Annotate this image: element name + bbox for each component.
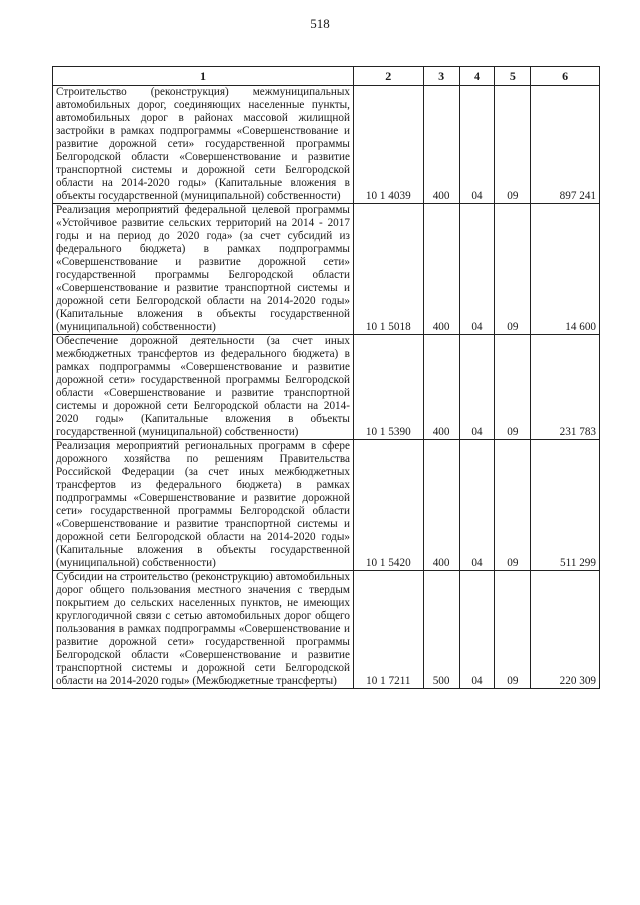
row-name: Реализация мероприятий региональных программ в сфере дорожного хозяйства по решениям Правительства Российской Федерации (за счет иных межбюджетных трансфертов из федерального бюджета) в рамках подпрограммы «Совершенствование и развитие дорожной сети» государственной программы Белгородской области «Совершенствование и развитие транспортной системы и дорожной сети Белгородской области на 2014-2020 годы» (Капитальные вложения в объекты государственной (муниципальной) собственности) <box>53 440 354 571</box>
row-rz: 04 <box>459 335 495 440</box>
row-rz: 04 <box>459 86 495 204</box>
header-col-1: 1 <box>53 67 354 86</box>
row-name: Реализация мероприятий федеральной целевой программы «Устойчивое развитие сельских территорий на 2014 - 2017 годы и на период до 2020 года» (за счет субсидий из федерального бюджета) в рамках подпрограммы «Совершенствование и развитие дорожной сети» государственной программы Белгородской области «Совершенствование и развитие транспортной системы и дорожной сети Белгородской области на 2014-2020 годы» (Капитальные вложения в объекты государственной (муниципальной) собственности) <box>53 204 354 335</box>
header-row <box>53 67 600 86</box>
header-col-5: 5 <box>495 67 531 86</box>
row-sum: 511 299 <box>531 440 600 571</box>
row-code: 10 1 7211 <box>353 571 423 689</box>
row-sum: 897 241 <box>531 86 600 204</box>
table-row <box>53 204 600 335</box>
row-name: Субсидии на строительство (реконструкцию) автомобильных дорог общего пользования местного значения с твердым покрытием до сельских населенных пунктов, не имеющих круглогодичной связи с сетью автомобильных дорог общего пользования в рамках подпрограммы «Совершенствование и развитие дорожной сети» государственной программы Белгородской области «Совершенствование и развитие транспортной системы и дорожной сети Белгородской области на 2014-2020 годы» (Межбюджетные трансферты) <box>53 571 354 689</box>
page-number: 518 <box>310 16 330 31</box>
row-code: 10 1 5018 <box>353 204 423 335</box>
row-pr: 09 <box>495 440 531 571</box>
row-pr: 09 <box>495 86 531 204</box>
row-vr: 400 <box>423 335 459 440</box>
header-col-2: 2 <box>353 67 423 86</box>
table-row <box>53 440 600 571</box>
row-rz: 04 <box>459 204 495 335</box>
row-name: Обеспечение дорожной деятельности (за счет иных межбюджетных трансфертов из федерального бюджета) в рамках подпрограммы «Совершенствование и развитие дорожной сети» государственной программы Белгородской области «Совершенствование и развитие транспортной системы и дорожной сети Белгородской области на 2014-2020 годы» (Капитальные вложения в объекты государственной (муниципальной) собственности) <box>53 335 354 440</box>
row-sum: 14 600 <box>531 204 600 335</box>
row-vr: 400 <box>423 204 459 335</box>
table-row <box>53 86 600 204</box>
row-vr: 400 <box>423 86 459 204</box>
row-code: 10 1 5390 <box>353 335 423 440</box>
row-sum: 231 783 <box>531 335 600 440</box>
header-col-3: 3 <box>423 67 459 86</box>
row-pr: 09 <box>495 571 531 689</box>
budget-table <box>52 66 600 689</box>
row-rz: 04 <box>459 440 495 571</box>
table-row <box>53 335 600 440</box>
row-name: Строительство (реконструкция) межмуниципальных автомобильных дорог, соединяющих населенные пункты, автомобильных дорог в районах массовой жилищной застройки в рамках подпрограммы «Совершенствование и развитие дорожной сети» государственной программы Белгородской области «Совершенствование и развитие транспортной системы и дорожной сети Белгородской области на 2014-2020 годы» (Капитальные вложения в объекты государственной (муниципальной) собственности) <box>53 86 354 204</box>
row-rz: 04 <box>459 571 495 689</box>
row-sum: 220 309 <box>531 571 600 689</box>
header-col-4: 4 <box>459 67 495 86</box>
row-vr: 500 <box>423 571 459 689</box>
row-code: 10 1 5420 <box>353 440 423 571</box>
row-pr: 09 <box>495 335 531 440</box>
row-vr: 400 <box>423 440 459 571</box>
row-pr: 09 <box>495 204 531 335</box>
row-code: 10 1 4039 <box>353 86 423 204</box>
table-row <box>53 571 600 689</box>
header-col-6: 6 <box>531 67 600 86</box>
